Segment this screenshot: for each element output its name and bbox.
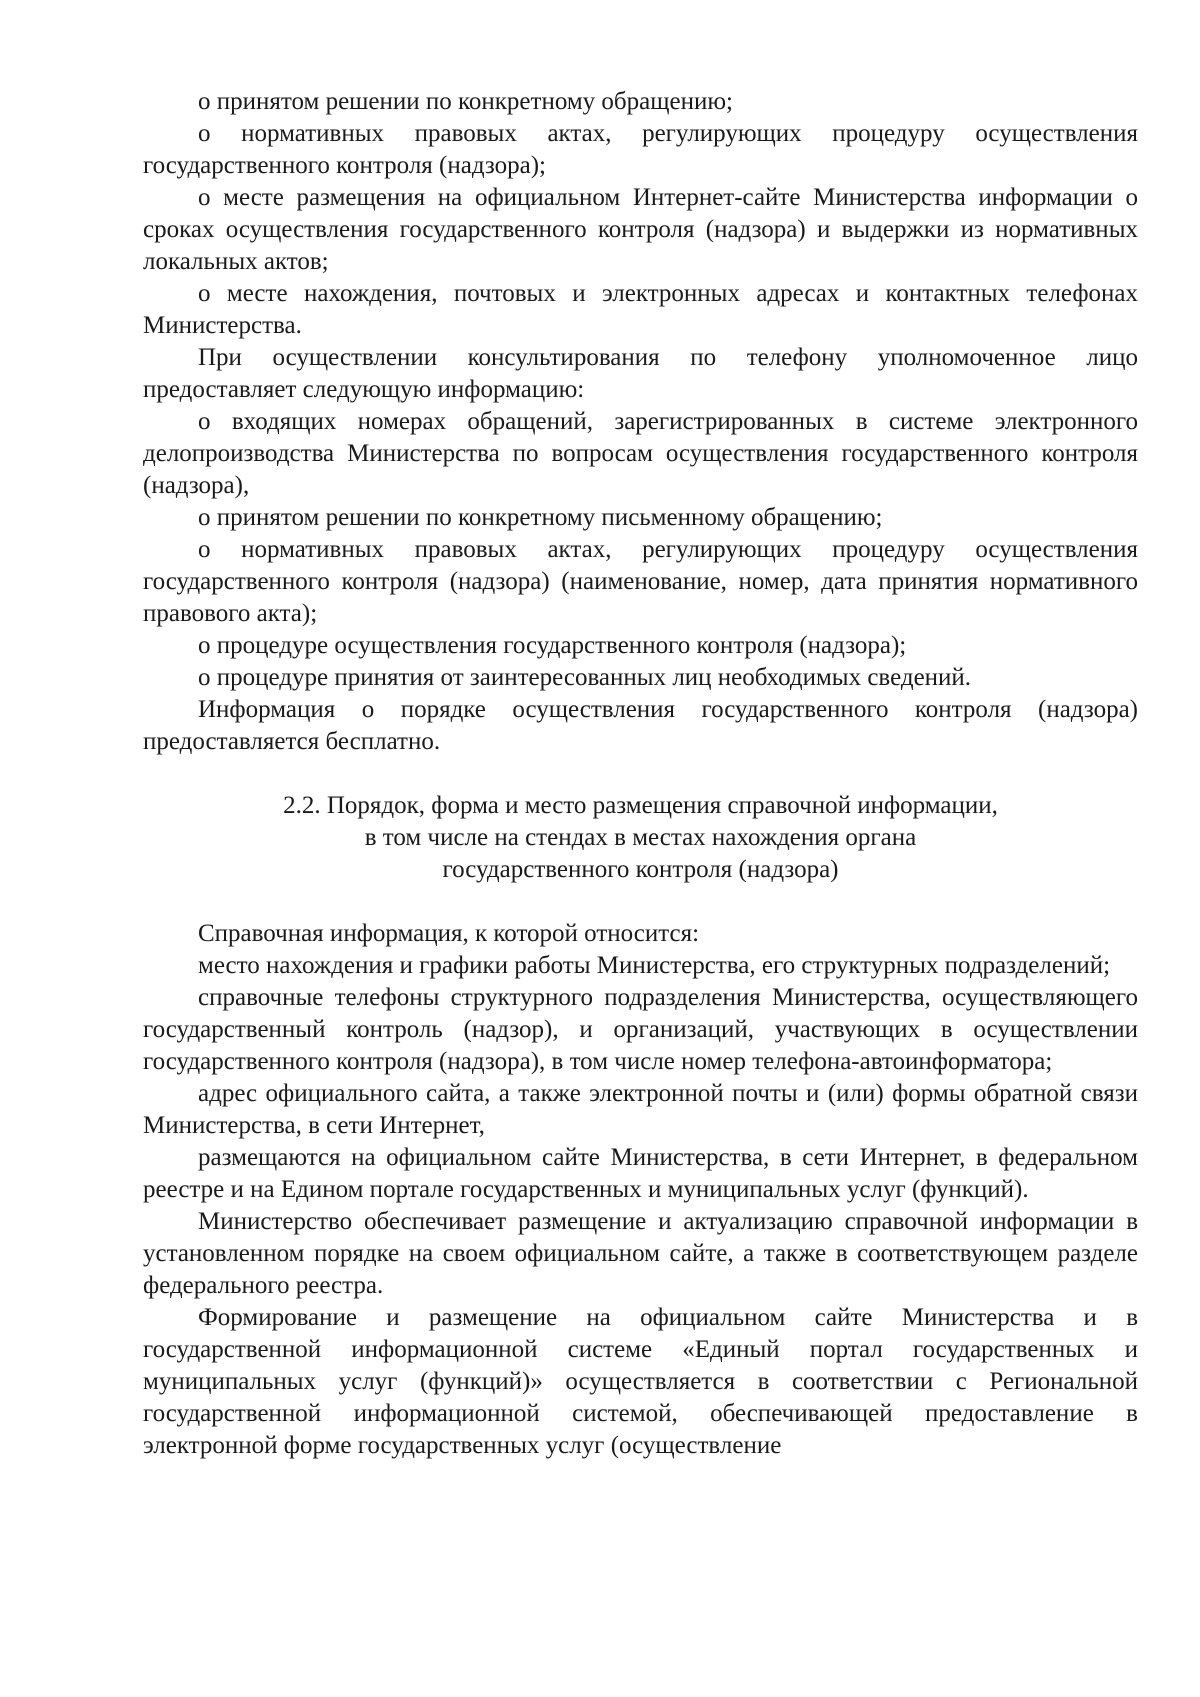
paragraph: размещаются на официальном сайте Министерства, в сети Интернет, в федеральном реестре и на Едином портале государственных и муниципальных услуг (функций). xyxy=(143,1144,1138,1203)
paragraph: о месте нахождения, почтовых и электронных адресах и контактных телефонах Министерства. xyxy=(143,280,1138,339)
paragraph: о нормативных правовых актах, регулирующих процедуру осуществления государственного контроля (надзора) (наименование, номер, дата принятия нормативного правового акта); xyxy=(143,536,1138,627)
paragraph: о принятом решении по конкретному обращению; xyxy=(198,88,733,115)
paragraph: о принятом решении по конкретному письменному обращению; xyxy=(198,504,883,531)
paragraph: о процедуре принятия от заинтересованных лиц необходимых сведений. xyxy=(198,664,972,691)
paragraph: о входящих номерах обращений, зарегистрированных в системе электронного делопроизводства Министерства по вопросам осуществления государственного контроля (надзора), xyxy=(143,408,1138,499)
section-heading-line: государственного контроля (надзора) xyxy=(442,856,839,883)
section-heading-line: 2.2. Порядок, форма и место размещения справочной информации, xyxy=(283,792,998,819)
section-heading xyxy=(143,790,1138,886)
section-heading-line: в том числе на стендах в местах нахождения органа xyxy=(364,824,917,851)
paragraph: адрес официального сайта, а также электронной почты и (или) формы обратной связи Министерства, в сети Интернет, xyxy=(143,1080,1138,1139)
paragraph: о процедуре осуществления государственного контроля (надзора); xyxy=(198,632,907,659)
paragraph: справочные телефоны структурного подразделения Министерства, осуществляющего государственный контроль (надзор), и организаций, участвующих в осуществлении государственного контроля (надзора), в том числе номер телефона-автоинформатора; xyxy=(143,984,1138,1075)
paragraph: Формирование и размещение на официальном сайте Министерства и в государственной информационной системе «Единый портал государственных и муниципальных услуг (функций)» осуществляется в соответствии с Региональной государственной информационной системой, обеспечивающей предоставление в электронной форме государственных услуг (осуществление xyxy=(143,1304,1138,1459)
paragraph: Министерство обеспечивает размещение и актуализацию справочной информации в установленном порядке на своем официальном сайте, а также в соответствующем разделе федерального реестра. xyxy=(143,1208,1138,1299)
document-body xyxy=(143,86,1138,1462)
paragraph: о месте размещения на официальном Интернет-сайте Министерства информации о сроках осуществления государственного контроля (надзора) и выдержки из нормативных локальных актов; xyxy=(143,184,1138,275)
paragraph: При осуществлении консультирования по телефону уполномоченное лицо предоставляет следующую информацию: xyxy=(143,344,1138,403)
paragraph: Справочная информация, к которой относится: xyxy=(198,920,700,947)
paragraph: место нахождения и графики работы Министерства, его структурных подразделений; xyxy=(198,952,1111,979)
paragraph: Информация о порядке осуществления государственного контроля (надзора) предоставляется бесплатно. xyxy=(143,696,1138,755)
paragraph: о нормативных правовых актах, регулирующих процедуру осуществления государственного контроля (надзора); xyxy=(143,120,1138,179)
